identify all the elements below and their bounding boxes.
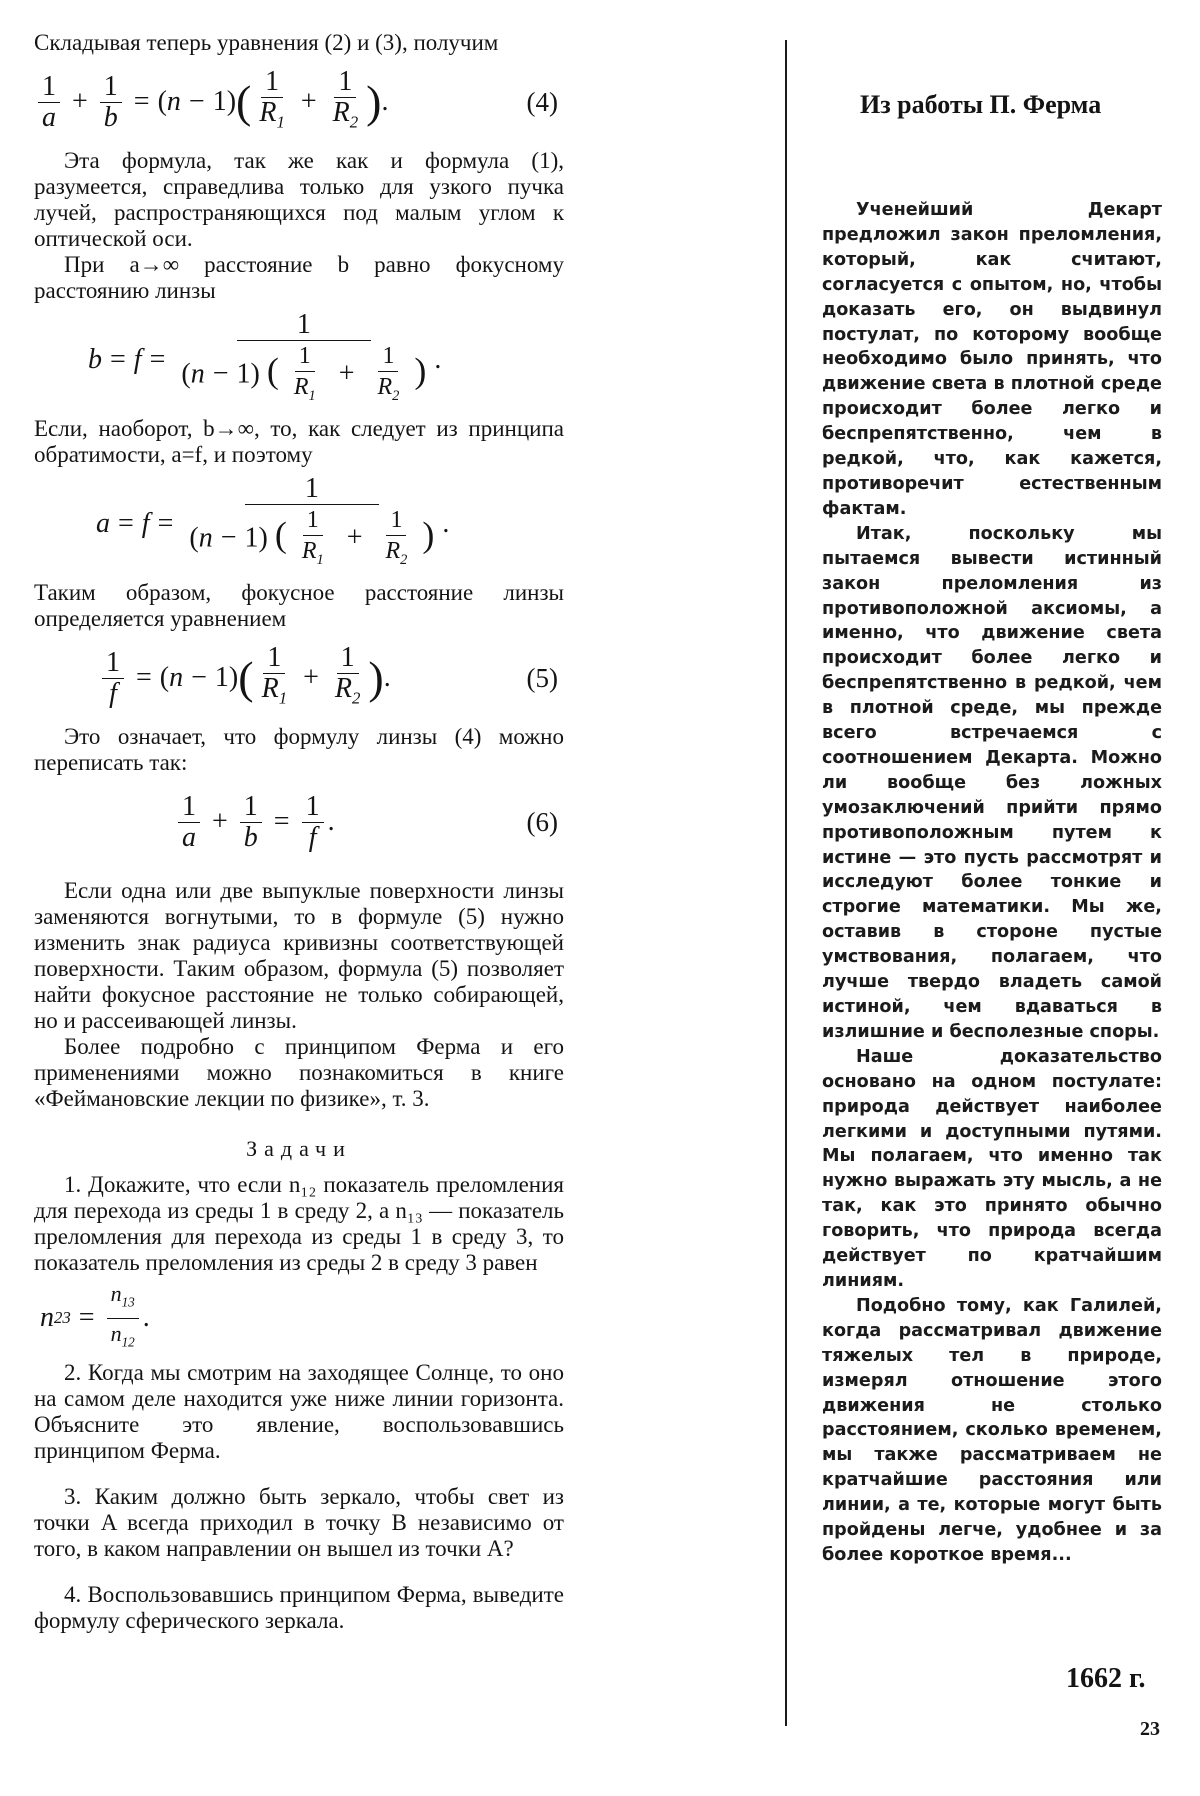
page-number: 23 [1140, 1718, 1160, 1740]
left-column [34, 30, 564, 1654]
excerpt-paragraph-4: Подобно тому, как Галилей, когда рассматривал движение тяжелых тел в природе, измерял отношение этого движения не столько расстоянием, сколько временем, мы также рассматриваем не кратчайшие расстояния или линии, а те, которые могут быть пройдены легче, удобнее и за более короткое время... [822, 1295, 1162, 1565]
task-2: 2. Когда мы смотрим на заходящее Солнце, то оно на самом деле находится уже ниже линии горизонта. Объясните это явление, воспользовавшись принципом Ферма. [34, 1360, 564, 1463]
task-4: 4. Воспользовавшись принципом Ферма, выведите формулу сферического зеркала. [34, 1582, 564, 1633]
formula-n23-body: n 23 = $\frac{n_{13}}{n_{12}}$ . [40, 1281, 150, 1349]
note-paragraph: Эта формула, так же как и формула (1), разумеется, справедлива только для узкого пучка лучей, распространяющихся под малым углом к оптической оси. [34, 148, 564, 251]
formula-6-body: $\frac{1}{a}$ + $\frac{1}{b}$ = $\frac{1}{f}$ . [174, 786, 335, 858]
formula-6-number: (6) [526, 807, 558, 837]
formula-4-number: (4) [526, 87, 558, 117]
formula-5 [34, 642, 564, 714]
more-info-paragraph: Более подробно с принципом Ферма и его применениями можно познакомиться в книге «Феймановские лекции по физике», т. 3. [34, 1034, 564, 1111]
formula-5-number: (5) [526, 663, 558, 693]
formula-5-body: $\frac{1}{f}$ = ( n − 1) ( $\frac{1}{R_1}$ + $\frac{1}{R_2}$ ) . [98, 642, 391, 714]
excerpt-year: 1662 г. [1066, 1663, 1146, 1694]
formula-a [34, 472, 564, 570]
formula-b-body: b = f = 1 (n − 1) ( $\frac{1}{R_1}$ + $\frac{1}{R_2}$ ) . [88, 308, 442, 404]
focal-paragraph: Таким образом, фокусное расстояние линзы определяется уравнением [34, 580, 564, 631]
task-1: 1. Докажите, что если n₁₂ показатель преломления для перехода из среды 1 в среду 2, а n₁₃ — показатель преломления для перехода из среды 1 в среду 3, то показатель преломления из среды 2 в среду 3 равен [34, 1172, 564, 1275]
formula-4 [34, 66, 564, 138]
rewrite-paragraph: Это означает, что формулу линзы (4) можно переписать так: [34, 724, 564, 775]
excerpt-paragraph-2: Итак, поскольку мы пытаемся вывести истинный закон преломления из противоположной аксиомы, а именно, что движение света происходит более легко и беспрепятственно в редкой, чем в плотной среде, мы прежде всего встречаемся с соотношением Декарта. Можно ли вообще без ложных умозаключений прийти прямо противоположным путем к истине — это пусть рассмотрят и исследуют более тонкие и строгие математики. Мы же, оставив в стороне пустые умствования, полагаем, что лучше твердо владеть самой истиной, чем вдаваться в излишние и бесполезные споры. [822, 523, 1162, 1042]
fermat-excerpt [822, 198, 1162, 1568]
formula-6 [34, 786, 564, 858]
excerpt-paragraph-1: Ученейший Декарт предложил закон преломления, который, как считают, согласуется с опытом, но, чтобы доказать его, он выдвинул постулат, по которому вообще необходимо было принять, что движение света в плотной среде происходит более легко и беспрепятственно, чем в редкой, что, как кажется, противоречит естественным фактам. [822, 200, 1162, 519]
formula-a-body: a = f = 1 (n − 1) ( $\frac{1}{R_1}$ + $\frac{1}{R_2}$ ) . [96, 472, 450, 568]
concave-paragraph: Если одна или две выпуклые поверхности линзы заменяются вогнутыми, то в формуле (5) нужно изменить знак радиуса кривизны соответствующей поверхности. Таким образом, формула (5) позволяет найти фокусное расстояние не только собирающей, но и рассеивающей линзы. [34, 878, 564, 1033]
reverse-paragraph: Если, наоборот, b→∞, то, как следует из принципа обратимости, a=f, и поэтому [34, 416, 564, 467]
intro-paragraph: Складывая теперь уравнения (2) и (3), получим [34, 30, 499, 55]
task-3: 3. Каким должно быть зеркало, чтобы свет из точки A всегда приходил в точку B независимо от того, в каком направлении он вышел из точки A? [34, 1484, 564, 1561]
sidebar-title: Из работы П. Ферма [860, 90, 1102, 119]
formula-n23 [34, 1281, 564, 1350]
infinity-paragraph: При a→∞ расстояние b равно фокусному расстоянию линзы [34, 252, 564, 303]
tasks-heading: Задачи [246, 1136, 352, 1161]
formula-b [34, 308, 564, 406]
excerpt-paragraph-3: Наше доказательство основано на одном постулате: природа действует наиболее легкими и доступными путями. Мы полагаем, что именно так нужно выражать эту мысль, а не так, как это принято обычно говорить, что природа всегда действует по кратчайшим линиям. [822, 1046, 1162, 1291]
column-divider [785, 40, 787, 1726]
formula-4-body: $\frac{1}{a}$ + $\frac{1}{b}$ = ( n − 1) ( $\frac{1}{R_1}$ + $\frac{1}{R_2}$ ) . [34, 66, 389, 138]
